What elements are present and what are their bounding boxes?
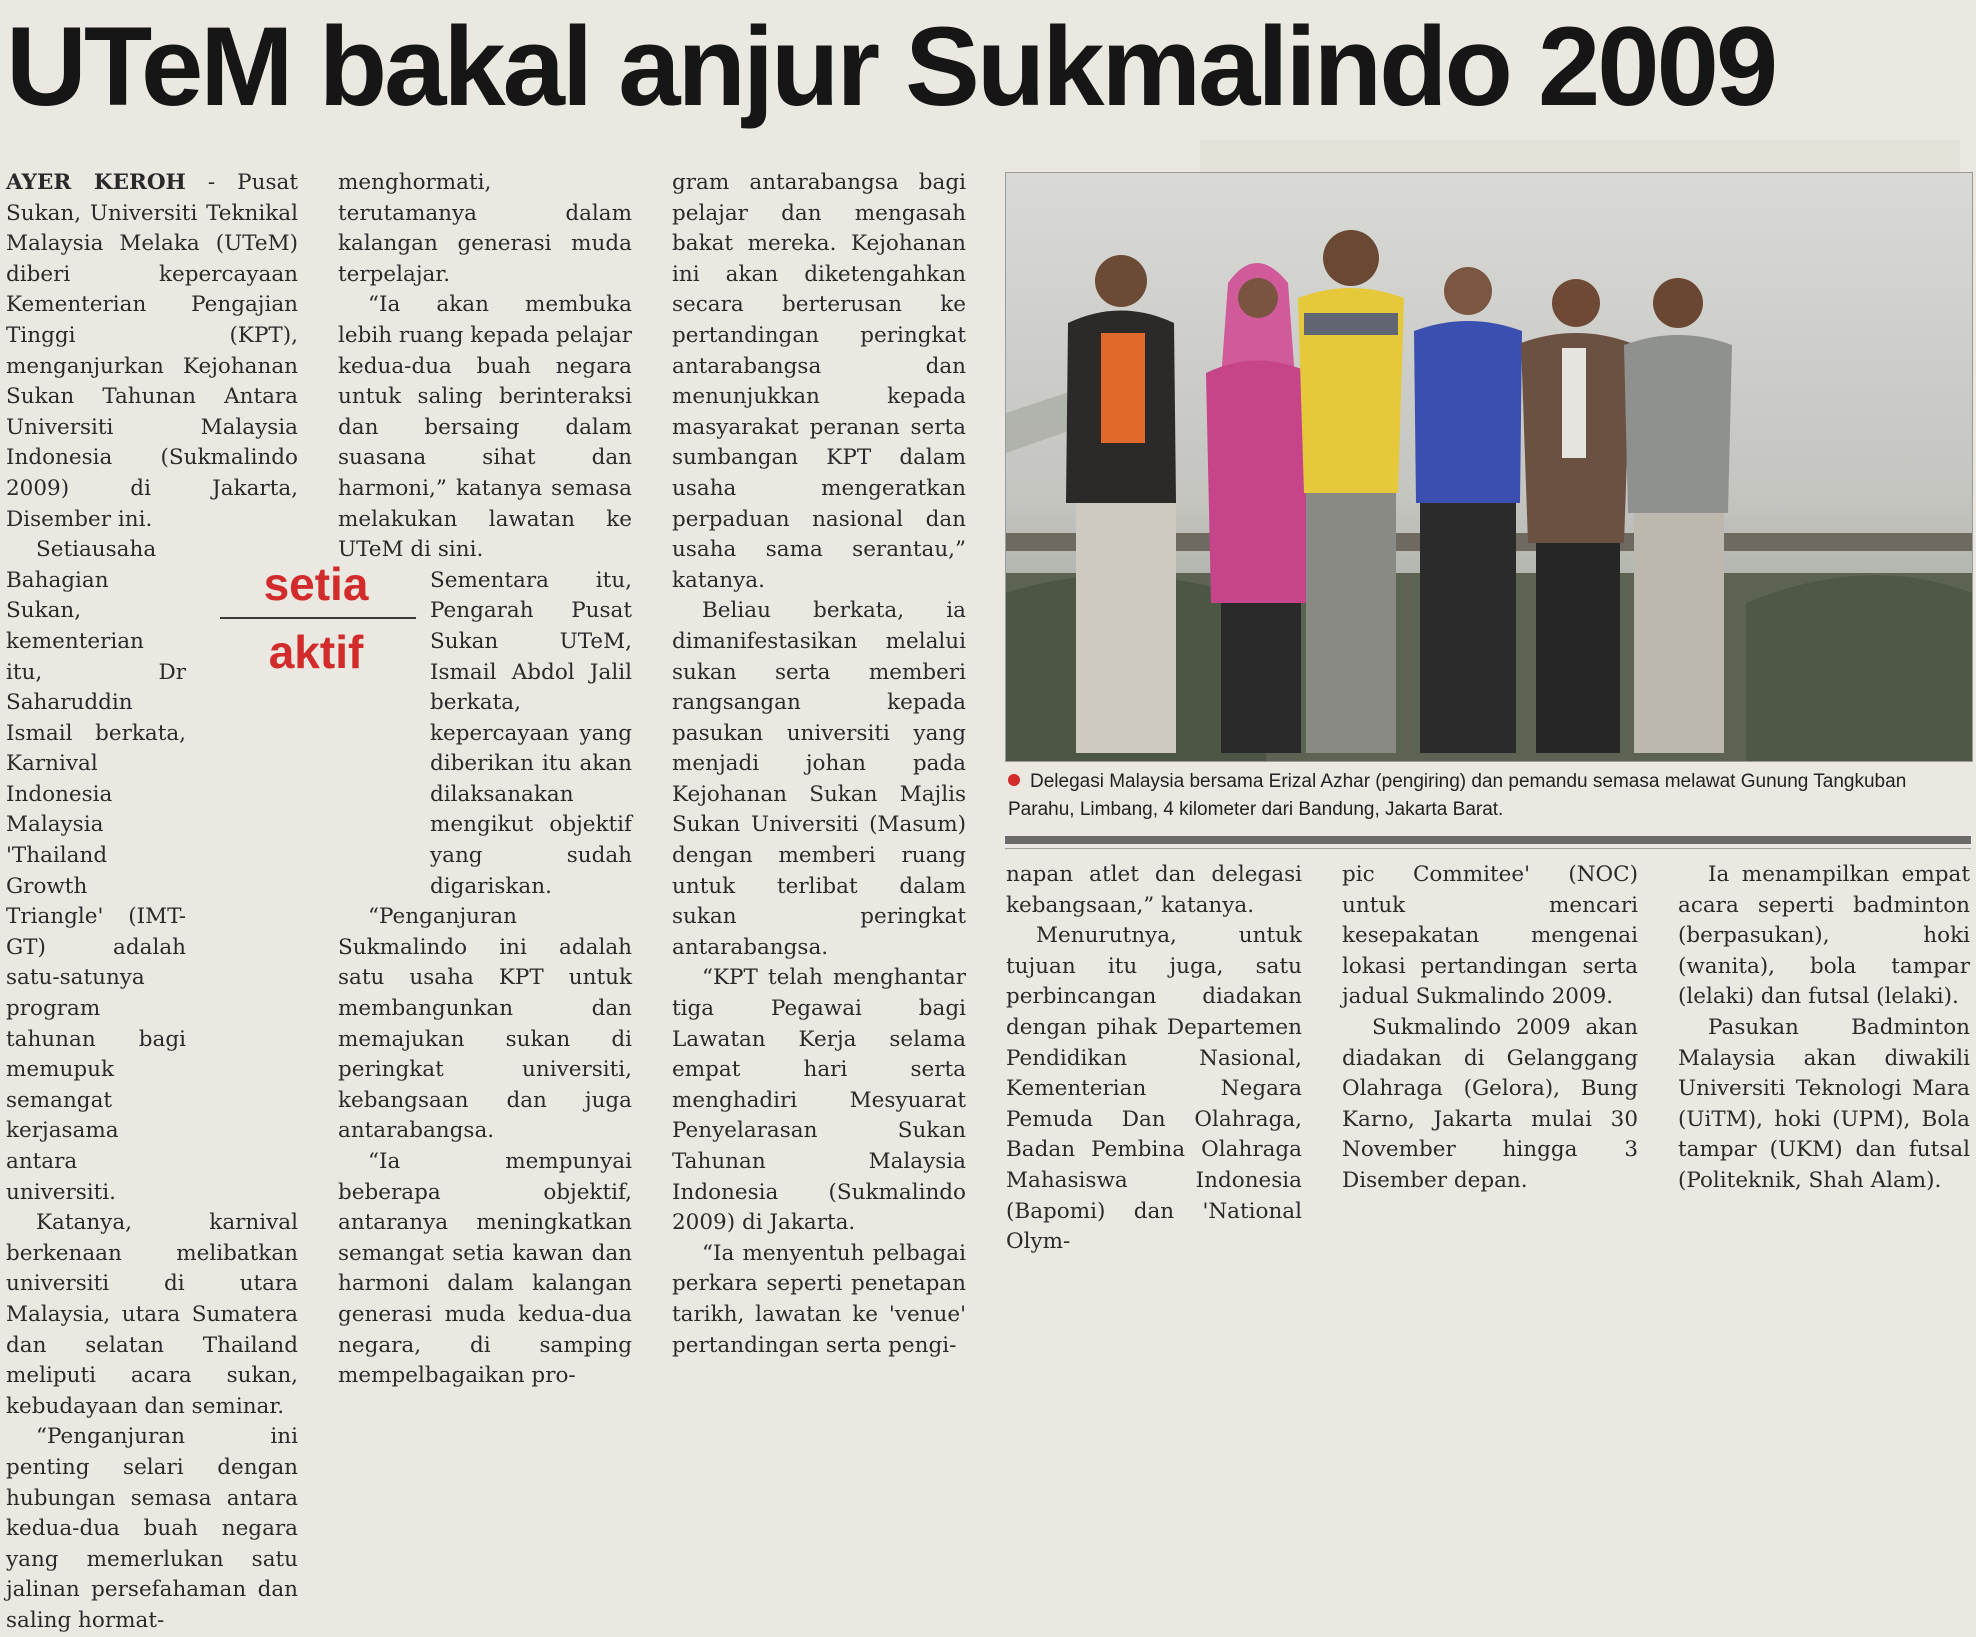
paragraph: gram antarabangsa bagi pelajar dan mengasah bakat mereka. Kejohanan ini akan diketengahkan secara berterusan ke pertandingan peringkat antarabangsa dan menunjukkan kepada masyarakat peranan serta sumbangan KPT dalam usaha mengeratkan perpaduan nasional dan usaha sama serantau,” katanya. xyxy=(672,170,966,593)
section-divider-thin xyxy=(1005,848,1971,849)
paragraph: “Ia akan membuka lebih ruang kepada pelajar kedua-dua buah negara untuk saling berinteraksi dan bersaing dalam suasana sihat dan harmoni,” katanya semasa melakukan lawatan ke UTeM di sini. xyxy=(338,292,632,563)
paragraph: Setiausaha Bahagian Sukan, kementerian itu, Dr Saharuddin Ismail berkata, Karnival Indonesia Malaysia 'Thailand Growth Triangle' (IMT-GT) adalah satu-satunya program tahunan bagi memupuk semangat kerjasama antara universiti. xyxy=(6,537,186,1205)
paragraph: pic Commitee' (NOC) untuk mencari kesepakatan mengenai lokasi pertandingan serta jadual Sukmalindo 2009. xyxy=(1342,862,1638,1010)
person-figure xyxy=(1066,255,1176,753)
paragraph: Beliau berkata, ia dimanifestasikan melalui sukan serta memberi rangsangan kepada pasukan universiti yang menjadi johan pada Kejohanan Sukan Majlis Sukan Universiti (Masum) dengan memberi ruang untuk terlibat dalam sukan peringkat antarabangsa. xyxy=(672,598,966,960)
pull-quote-word-1: setia xyxy=(263,558,369,610)
group-photo xyxy=(1005,172,1973,762)
person-figure xyxy=(1624,278,1732,753)
paragraph: “KPT telah menghantar tiga Pegawai bagi Lawatan Kerja selama empat hari serta menghadiri Mesyuarat Penyelarasan Sukan Tahunan Malaysia Indonesia (Sukmalindo 2009) di Jakarta. xyxy=(672,965,966,1236)
paragraph: Sukmalindo 2009 akan diadakan di Gelanggang Olahraga (Gelora), Bung Karno, Jakarta mulai 30 November hingga 3 Disember depan. xyxy=(1342,1014,1638,1193)
paragraph: menghormati, terutamanya dalam kalangan generasi muda terpelajar. xyxy=(338,170,632,287)
photo-caption: Delegasi Malaysia bersama Erizal Azhar (pengiring) dan pemandu semasa melawat Gunung Tangkuban Parahu, Limbang, 4 kilometer dari Bandung, Jakarta Barat. xyxy=(1008,771,1907,820)
paragraph: Menurutnya, untuk tujuan itu juga, satu perbincangan diadakan dengan pihak Departemen Pendidikan Nasional, Kementerian Negara Pemuda Dan Olahraga, Badan Pembina Olahraga Mahasiswa Indonesia (Bapomi) dan 'National Olym- xyxy=(1006,923,1302,1255)
article-column-5 xyxy=(1342,860,1638,1210)
paragraph: “Ia menyentuh pelbagai perkara seperti penetapan tarikh, lawatan ke 'venue' pertandingan serta pengi- xyxy=(672,1240,966,1358)
paragraph: AYER KEROH - Pusat Sukan, Universiti Teknikal Malaysia Melaka (UTeM) diberi kepercayaan Kementerian Pengajian Tinggi (KPT), menganjurkan Kejohanan Sukan Tahunan Antara Universiti Malaysia Indonesia (Sukmalindo 2009) di Jakarta, Disember ini. xyxy=(6,170,298,532)
article-column-6 xyxy=(1678,860,1970,1210)
person-figure xyxy=(1521,279,1631,753)
pull-quote-word-2: aktif xyxy=(268,626,364,678)
paragraph: “Ia mempunyai beberapa objektif, antaranya meningkatkan semangat setia kawan dan harmoni dalam kalangan generasi muda kedua-dua negara, di samping mempelbagaikan pro- xyxy=(338,1149,632,1389)
article-column-1 xyxy=(6,168,298,1633)
paragraph: Pasukan Badminton Malaysia akan diwakili Universiti Teknologi Mara (UiTM), hoki (UPM), Bola tampar (UKM) dan futsal (Politeknik, Shah Alam). xyxy=(1678,1014,1970,1193)
bullet-dot-icon xyxy=(1008,774,1020,786)
dateline: AYER KEROH xyxy=(6,170,186,195)
paragraph: Katanya, karnival berkenaan melibatkan universiti di utara Malaysia, utara Sumatera dan selatan Thailand meliputi acara sukan, kebudayaan dan seminar. xyxy=(6,1210,298,1419)
headline: UTeM bakal anjur Sukmalindo 2009 xyxy=(6,4,1776,129)
article-column-3 xyxy=(672,168,966,1358)
paragraph: Sementara itu, Pengarah Pusat Sukan UTeM, Ismail Abdol Jalil berkata, kepercayaan yang diberikan itu akan dilaksanakan mengikut objektif yang sudah digariskan. xyxy=(430,567,632,899)
article-column-2 xyxy=(338,168,632,1389)
paragraph: “Penganjuran Sukmalindo ini adalah satu usaha KPT untuk membangunkan dan memajukan sukan di peringkat universiti, kebangsaan dan juga antarabangsa. xyxy=(338,904,632,1144)
group-photo-image xyxy=(1006,173,1972,761)
article-column-4 xyxy=(1006,860,1302,1255)
paragraph: “Penganjuran ini penting selari dengan hubungan semasa antara kedua-dua buah negara yang memerlukan satu jalinan persefahaman dan saling hormat- xyxy=(6,1424,298,1633)
section-divider xyxy=(1005,836,1971,844)
paragraph: Ia menampilkan empat acara seperti badminton (berpasukan), hoki (wanita), bola tampar (lelaki) dan futsal (lelaki). xyxy=(1678,862,1970,1010)
person-figure xyxy=(1414,267,1522,753)
person-figure xyxy=(1298,230,1404,753)
paragraph: napan atlet dan delegasi kebangsaan,” katanya. xyxy=(1006,862,1302,918)
